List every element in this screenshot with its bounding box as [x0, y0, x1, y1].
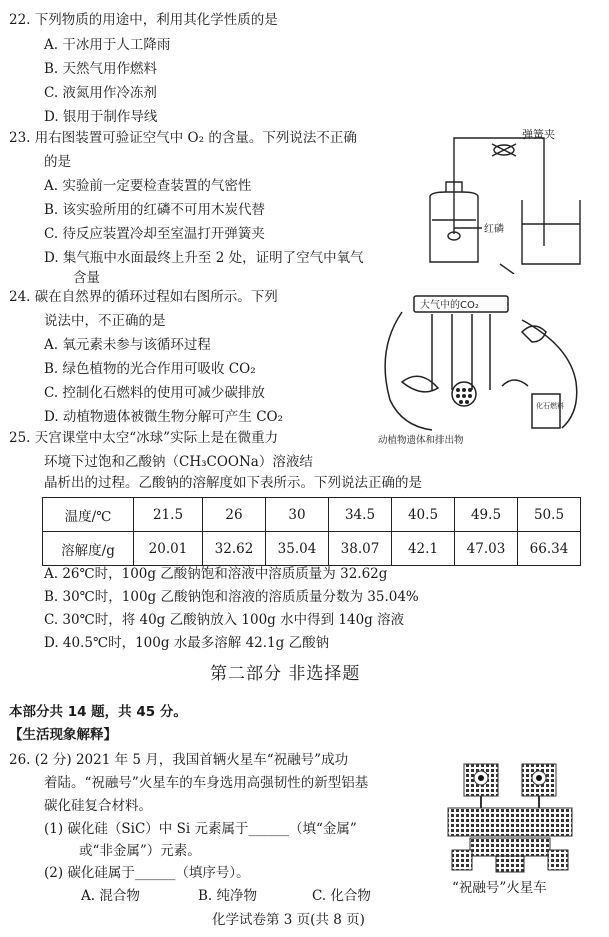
- q23-stem-line1: 23. 用右图装置可验证空气中 O₂ 的含量。下列说法不正确: [9, 130, 357, 146]
- table-cell: 30: [266, 498, 329, 532]
- category-title: 【生活现象解释】: [9, 727, 117, 743]
- q25-option-b: B. 30℃时，100g 乙酸钠饱和溶液的溶质质量分数为 35.04%: [44, 589, 419, 605]
- q22-option-b: B. 天然气用作燃料: [44, 61, 158, 77]
- rover-figure: [440, 758, 580, 874]
- temperature-header: 温度/℃: [43, 498, 134, 532]
- table-cell: 66.34: [518, 532, 581, 566]
- q26-sub1-line2: 或“非金属”）元素。: [79, 843, 201, 859]
- q25-stem-line2: 环境下过饱和乙酸钠（CH₃COONa）溶液结: [44, 454, 313, 470]
- q24-option-d: D. 动植物遗体被微生物分解可产生 CO₂: [44, 409, 284, 425]
- table-cell: 42.1: [392, 532, 455, 566]
- clip-label: 弹簧夹: [522, 128, 555, 141]
- q25-stem-line3: 晶析出的过程。乙酸钠的溶解度如下表所示。下列说法正确的是: [44, 475, 422, 491]
- q26-line2: 着陆。“祝融号”火星车的车身选用高强韧性的新型铝基: [44, 775, 369, 791]
- q22-option-c: C. 液氮用作冷冻剂: [44, 85, 157, 101]
- table-cell: 32.62: [203, 532, 266, 566]
- q25-option-d: D. 40.5℃时，100g 水最多溶解 42.1g 乙酸钠: [44, 635, 330, 651]
- table-cell: 21.5: [134, 498, 203, 532]
- q22-option-a: A. 干冰用于人工降雨: [44, 37, 171, 53]
- table-cell: 20.01: [134, 532, 203, 566]
- q26-choice-b: B. 纯净物: [198, 888, 258, 904]
- atmosphere-co2-label: 大气中的CO₂: [420, 300, 479, 311]
- table-cell: 38.07: [329, 532, 392, 566]
- q26-choice-c: C. 化合物: [312, 888, 371, 904]
- q26-sub1-line1: (1) 碳化硅（SiC）中 Si 元素属于______（填“金属”: [44, 821, 357, 837]
- table-cell: 40.5: [392, 498, 455, 532]
- table-cell: 50.5: [518, 498, 581, 532]
- q23-option-d-cont: 含量: [73, 270, 100, 286]
- q23-option-c: C. 待反应装置冷却至室温打开弹簧夹: [44, 226, 265, 242]
- apparatus-figure: [410, 124, 600, 274]
- table-cell: 49.5: [455, 498, 518, 532]
- q24-option-a: A. 氧元素未参与该循环过程: [44, 337, 211, 353]
- solubility-table: [42, 497, 581, 566]
- table-row-solubility: [43, 532, 581, 566]
- carbon-cycle-figure: [372, 290, 588, 446]
- page-footer: 化学试卷第 3 页(共 8 页): [212, 912, 365, 928]
- q22-option-d: D. 银用于制作导线: [44, 109, 158, 125]
- q24-option-b: B. 绿色植物的光合作用可吸收 CO₂: [44, 361, 256, 377]
- q26-line3: 碳化硅复合材料。: [44, 798, 152, 814]
- table-cell: 35.04: [266, 532, 329, 566]
- q24-stem-line2: 说法中，不正确的是: [44, 313, 166, 329]
- q23-option-b: B. 该实验所用的红磷不可用木炭代替: [44, 202, 266, 218]
- part2-note: 本部分共 14 题，共 45 分。: [9, 704, 187, 720]
- solubility-header: 溶解度/g: [43, 532, 134, 566]
- remains-label: 动植物遗体和排出物: [378, 435, 464, 446]
- table-cell: 26: [203, 498, 266, 532]
- q25-option-c: C. 30℃时，将 40g 乙酸钠放入 100g 水中得到 140g 溶液: [44, 612, 405, 628]
- rover-caption: “祝融号”火星车: [452, 880, 547, 896]
- q23-stem-line2: 的是: [44, 154, 71, 170]
- q23-option-d: D. 集气瓶中水面最终上升至 2 处，证明了空气中氧气: [44, 250, 364, 266]
- q26-sub2: (2) 碳化硅属于______（填序号）。: [44, 865, 250, 881]
- q24-option-c: C. 控制化石燃料的使用可减少碳排放: [44, 385, 265, 401]
- q25-stem-line1: 25. 天宫课堂中太空“冰球”实际上是在微重力: [9, 430, 279, 446]
- q24-stem-line1: 24. 碳在自然界的循环过程如右图所示。下列: [9, 289, 278, 305]
- table-row-temperature: [43, 498, 581, 532]
- q25-option-a: A. 26℃时，100g 乙酸钠饱和溶液中溶质质量为 32.62g: [44, 566, 388, 582]
- phosphorus-label: 红磷: [484, 224, 504, 235]
- table-cell: 34.5: [329, 498, 392, 532]
- q22-stem: 22. 下列物质的用途中，利用其化学性质的是: [9, 12, 278, 28]
- table-cell: 47.03: [455, 532, 518, 566]
- q26-choice-a: A. 混合物: [81, 888, 140, 904]
- part2-title: 第二部分 非选择题: [210, 664, 361, 684]
- fossil-fuel-label: 化石燃料: [536, 402, 564, 410]
- q26-line1: 26. (2 分) 2021 年 5 月，我国首辆火星车“祝融号”成功: [9, 752, 349, 768]
- q23-option-a: A. 实验前一定要检查装置的气密性: [44, 178, 252, 194]
